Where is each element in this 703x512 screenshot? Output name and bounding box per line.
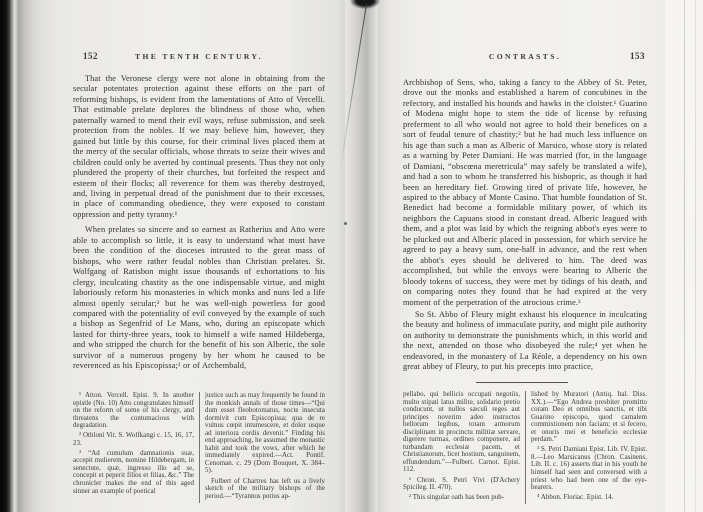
footnote: ³ “Ad cumulum damnationis suæ, accepit mulierem, nomine Hildebergam, in senectute, quæ, ingresso illo ad se, concepit et peperit filios et filias, &c.” The chronicler makes the end of this aged sinner an example of poetical [73,449,194,495]
footnote: lished by Muratori (Antiq. Ital. Diss. XX.).—“Ego Andrea presbiter promitto coram Deo et omnibus sanctis, et tibi Guarino episcopo, quod carnalem commixtionem non faciam; et si fecero, et onoris mei et beneficio ecclesiæ perdam.” [531,391,647,444]
footnote-column-left [73,392,199,503]
left-page-footnotes [73,392,325,503]
paragraph: Archbishop of Sens, who, taking a fancy to the Abbey of St. Peter, drove out the monks and established a harem of concubines in the refectory, and installed his hounds and hawks in the cloister.¹ Guarino of Modena might hope to stem the tide of license by refusing preferment to all who would not agree to hold their benefices on a sort of feudal tenure of chastity;² but he had much less influence on his age than such a man as Alberic of Marsico, whose story is related as a warning by Peter Damiani. He was married (for, in the language of Damiani, “obscœna meretricula” may safely be translated a wife), and had a son to whom he transferred his bishopric, as though it had been an hereditary fief. Growing tired of private life, however, he aspired to the abbacy of Monte Casino. That humble foundation of St. Benedict had become a formidable military power, of which its neighbors the Capuans stood in constant dread. Alberic leagued with them, and a plot was laid by which the reigning abbot's eyes were to be plucked out and Alberic placed in possession, for which service he agreed to pay a heavy sum, one-half in advance, and the rest when the abbot's eyes should be delivered to him. The deed was accomplished, but while the envoys were bearing to Alberic the bloody tokens of success, they were met by tidings of his death, and on comparing notes they found that he had expired at the very moment of the perpetration of the atrocious crime.³ [403,78,647,307]
footnote: ⁴ Abbon. Floriac. Epist. 14. [537,494,614,502]
right-page-footnotes [403,391,647,504]
footnote: Fulbert of Chartres has left us a lively sketch of the military bishops of the period.—“Tyrannos potius ap- [205,477,325,500]
left-page-body [73,74,325,377]
footnote: justice such as may frequently be found in the monkish annals of those times—“Qui dum esset fleobotomatus, nocte insecuta dormivit cum Episcopissa; qua de re vulnus cœpit intumescere, et dolor usque ad interiora cordis devenit.” Finding his end approaching, he assumed the monastic habit and took the vows, after which he immediately expired.—Act. Pontif. Cenoman. c. 29 (Dom Bouquet, X. 384–5). [205,392,325,475]
page-number-right: 153 [630,51,645,61]
right-page-edge-line [695,0,696,512]
footnote: ¹ Chron. S. Petri Vivi (D'Achery Spicileg. II. 470). [403,476,520,492]
footnote-separator-rule [476,382,568,383]
footnote: ¹ Atton. Vercell. Epist. 9. In another epistle (No. 10) Atto congratulates himself on the reform of some of his clergy, and threatens the contumacious with degradation. [73,392,194,430]
right-page-body [403,78,647,375]
right-page [378,0,665,512]
footnote: pellabo, qui bellicis occupati negotiis, multo stipati latus milite, solidario pretio conducunt, ut nullos sæculi reges aut principes noverim adeo instructos bellorum legibus, totam armorum disciplinam in procinctu militiæ servare, digerere turmas, ordines componere, ad turbandam ecclesiæ pacem, et Christianorum, licet hostium, sanguinem, effundendum.”—Fulbert. Carnot. Epist. 112. [403,391,520,474]
footnote-column-right [525,391,647,504]
right-page-edge-line [684,0,685,512]
left-page-header [73,52,325,64]
footnote: ² This singular oath has been pub- [409,494,505,502]
footnote-column-right [199,392,325,503]
paragraph: So St. Abbo of Fleury might exhaust his eloquence in inculcating the beauty and holiness of immaculate purity, and might pile authority on authority to demonstrate the punishments which, in this world and the next, attended on those who disobeyed the rule;⁴ yet when he endeavored, in the monastery of La Réole, a dependency on his own great abbey of Fleury, to put his precepts into practice, [403,309,647,372]
paragraph: When prelates so sincere and so earnest as Ratherius and Atto were able to accomplish so little, it is easy to understand what must have been the condition of the dioceses intrusted to the great mass of bishops, who were rather feudal nobles than Christian prelates. St. Wolfgang of Ratisbon might issue thousands of exhortations to his clergy, inculcating chastity as the one indispensable virtue, and might laboriously reform his monasteries in which monks and nuns led a life almost openly secular;² but he was well-nigh powerless for good compared with the potentiality of evil conveyed by the example of such a bishop as Segenfrid of Le Mans, who, during an episcopate which lasted for thirty-three years, took to himself a wife named Hildeberga, and who stripped the church for the benefit of his son Alberic, the sole survivor of a numerous progeny by her whom he caused to be reverenced as his Episcopissa;³ or of Archembald, [73,225,325,371]
scan-speck [344,222,347,225]
footnote: ² Othloni Vit. S. Wolfkangi c. 15, 16, 17, 23. [73,432,194,447]
paragraph: That the Veronese clergy were not alone in obtaining from the secular potentates protection against these efforts on the part of reforming bishops, is evident from the lamentations of Atto of Vercelli. That estimable prelate deplores the blindness of those who, when paternally warned to mend their evil ways, refuse submission, and seek protection from the nobles. If we may believe him, however, they gained but little by this course, for their criminal lives placed them at the mercy of the secular officials, whose threats to seize their wives and children could only be averted by continual presents. Thus they not only plundered the property of their churches, but forfeited the respect and esteem of their flocks; all reverence for them was thereby destroyed, and, living in perpetual dread of the punishment due to their excesses, in place of commanding obedience, they were exposed to constant oppression and petty tyranny.¹ [73,74,325,219]
running-title-left: THE TENTH CENTURY. [135,52,263,61]
footnote: ³ S. Petri Damiani Epist. Lib. IV. Epist. 8.—Leo Marsicanus (Chron. Casinens. Lib. II. c. 16) asserts that in his youth he himself had seen and conversed with a priest who had been one of the eye-bearers. [531,446,647,492]
book-spine-edge [0,0,58,512]
page-number-left: 152 [83,51,98,61]
left-page [58,0,345,512]
right-page-header [403,52,647,64]
running-title-right: CONTRASTS. [488,52,562,61]
footnote-column-left [403,391,525,504]
